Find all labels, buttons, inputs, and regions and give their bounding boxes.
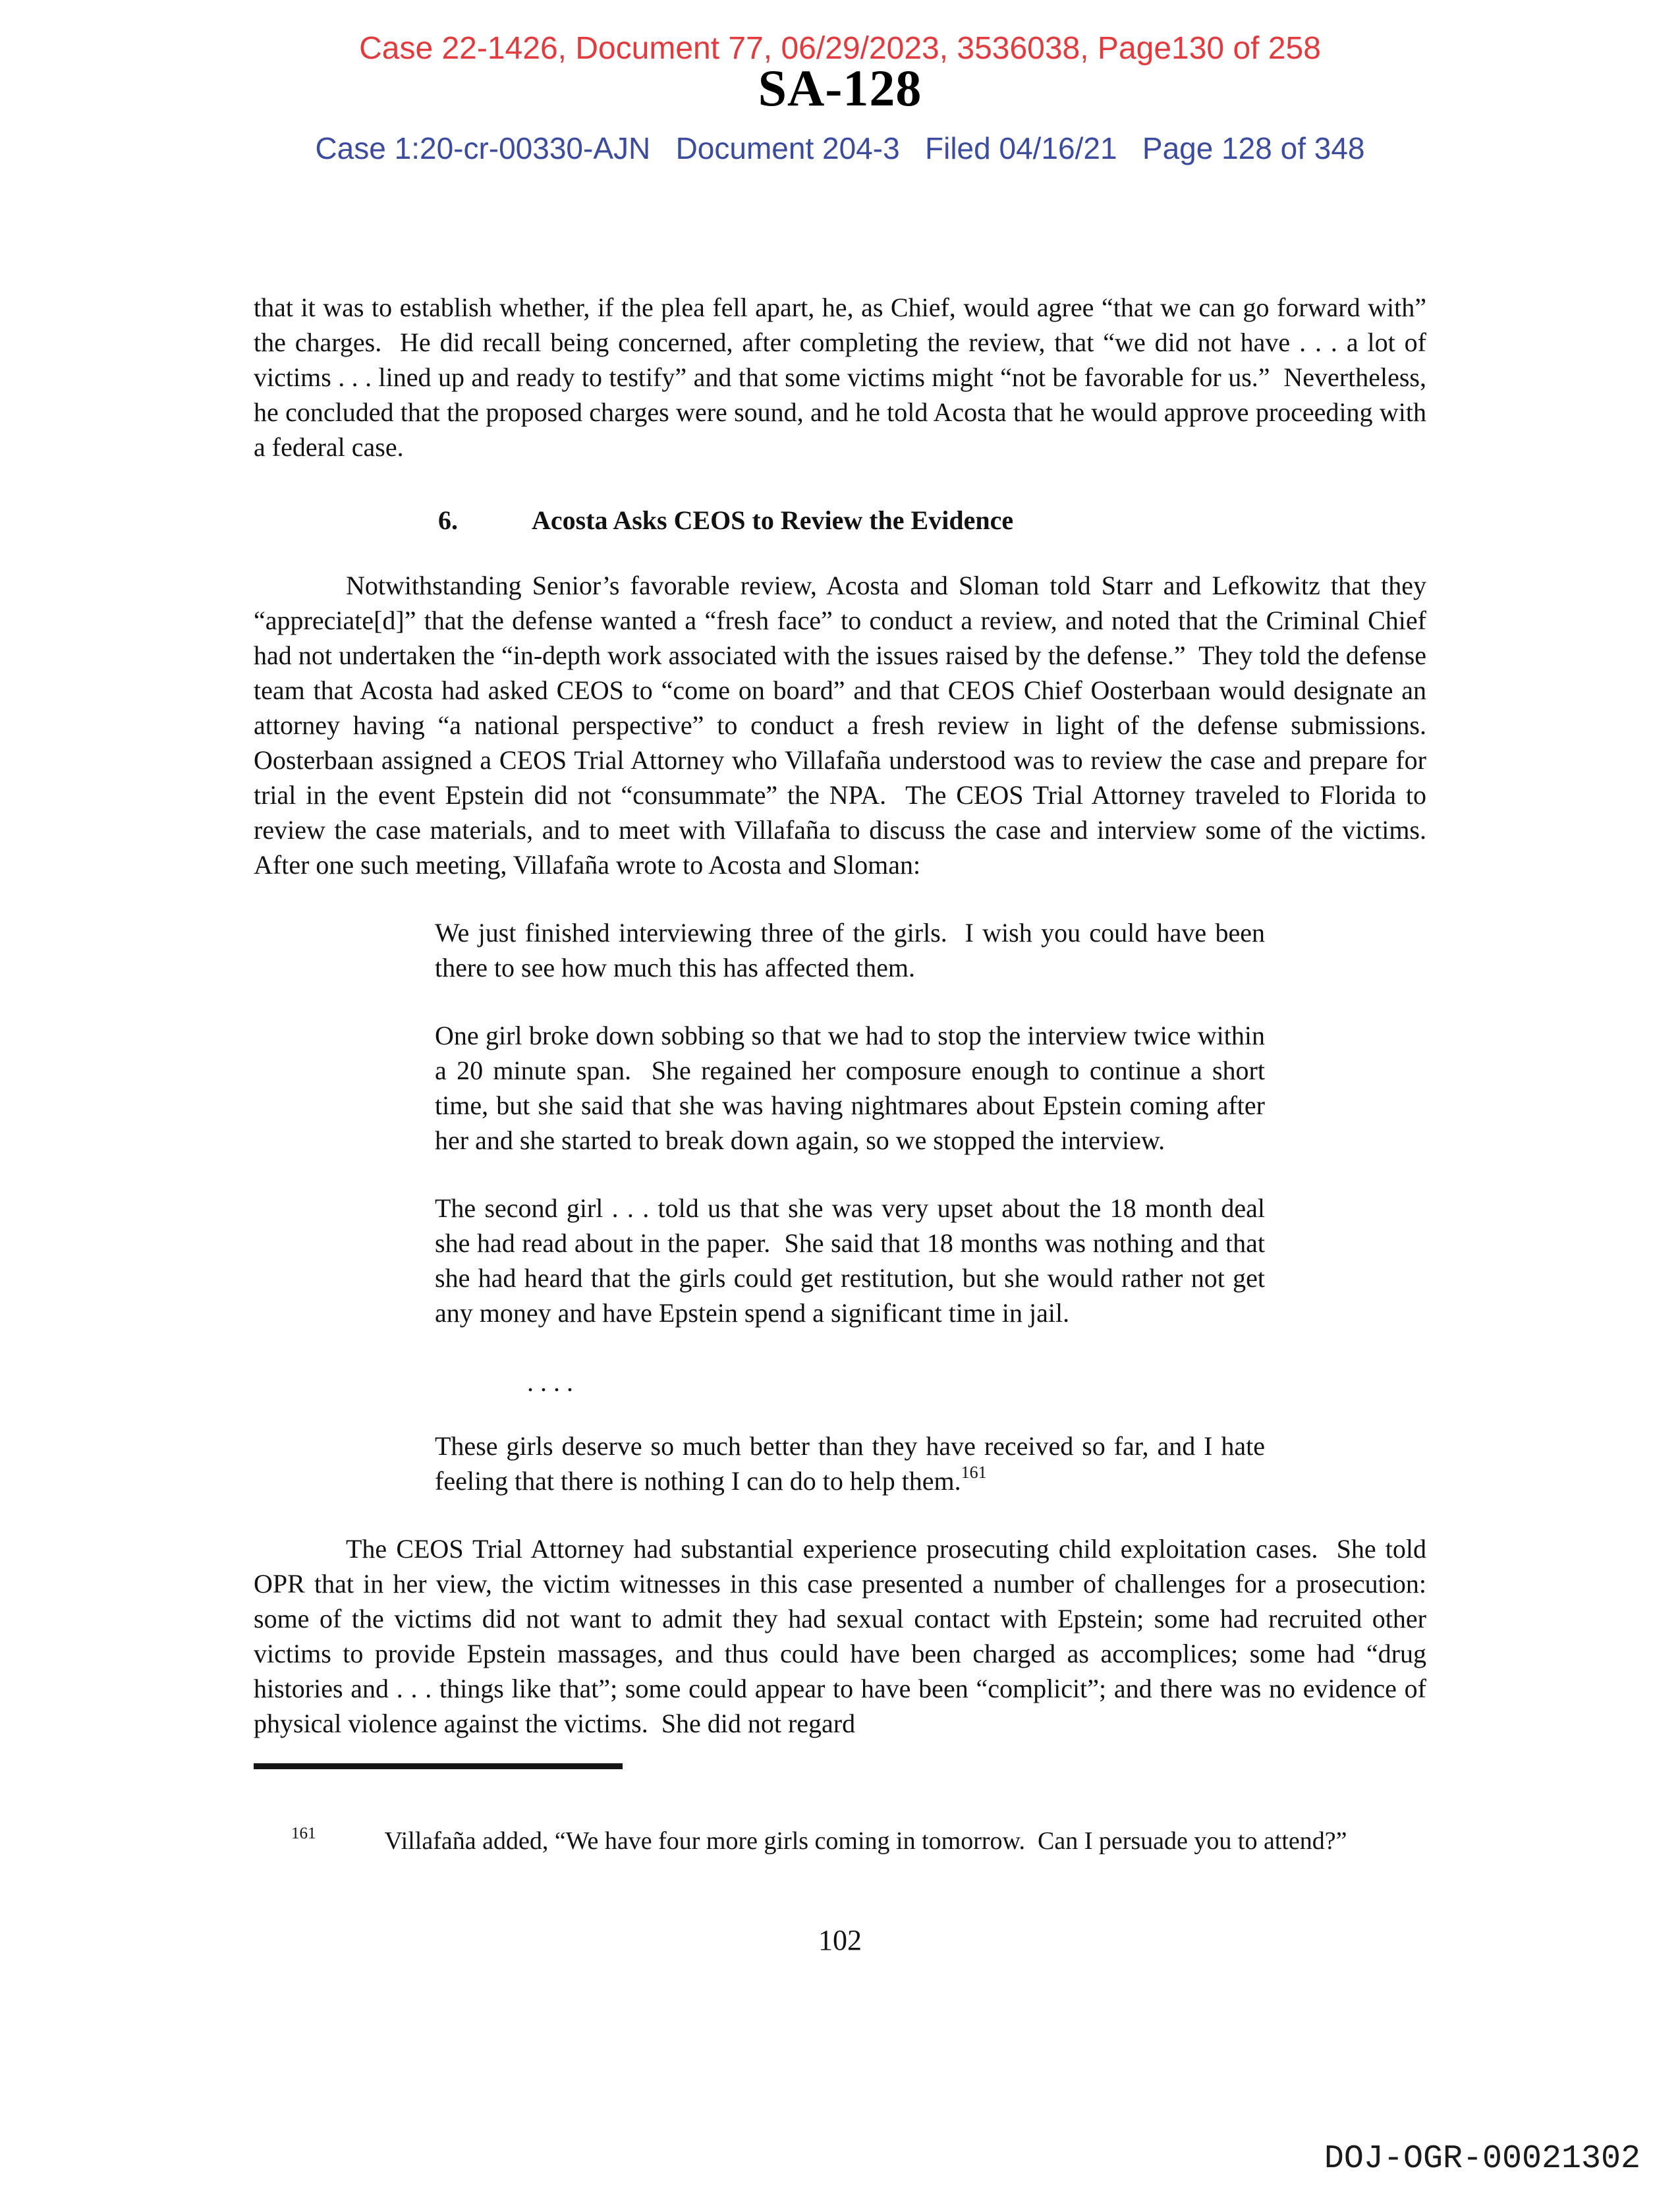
section-heading: [438, 503, 1426, 538]
quote-paragraph-3: The second girl . . . told us that she was very upset about the 18 month deal she had read about in the paper. She said that 18 months was nothing and that she had heard that the girls could get restitution, but she would rather not get any money and have Epstein spend a significant time in jail.: [435, 1193, 1272, 1328]
quote-ellipsis: . . . .: [527, 1367, 573, 1397]
document-body: [254, 290, 1440, 1958]
footnote-separator-rule: [254, 1763, 623, 1769]
section-title: Acosta Asks CEOS to Review the Evidence: [532, 505, 1014, 535]
section-number: 6.: [438, 505, 458, 535]
appellate-case-stamp: Case 22-1426, Document 77, 06/29/2023, 3536038, Page130 of 258: [359, 31, 1321, 66]
quote-paragraph-2: One girl broke down sobbing so that we had to stop the interview twice within a 20 minute span. She regained her composure enough to continue a short time, but she said that she was having nightmares about Epstein coming after her and she started to break down again, so we stopped the interview.: [435, 1020, 1272, 1155]
footnote-text: Villafaña added, “We have four more girls coming in tomorrow. Can I persuade you to attend?”: [384, 1827, 1347, 1855]
exhibit-number: SA-128: [758, 59, 922, 117]
footnote: [254, 1786, 1426, 1888]
page-number: 102: [818, 1923, 862, 1956]
quote-paragraph-4-text: These girls deserve so much better than they have received so far, and I hate feeling that there is nothing I can do to help them.: [435, 1431, 1272, 1496]
quote-paragraph-4: [435, 1429, 1272, 1498]
body-paragraph-1: that it was to establish whether, if the plea fell apart, he, as Chief, would agree “that we can go forward with” the charges. He did recall being concerned, after completing the review, that “we did not have . . . a lot of victims . . . lined up and ready to testify” and that some victims might “not be favorable for us.” Nevertheless, he concluded that the proposed charges were sound, and he told Acosta that he would approve proceeding with a federal case.: [254, 292, 1433, 462]
block-quote: [435, 915, 1272, 1498]
body-paragraph-3: The CEOS Trial Attorney had substantial experience prosecuting child exploitation cases. She told OPR that in her view, the victim witnesses in this case presented a number of challenges for a prosecution: some of the victims did not want to admit they had sexual contact with Epstein; some had recruited other victims to provide Epstein massages, and thus could have been charged as accomplices; some had “drug histories and . . . things like that”; some could appear to have been “complicit”; and there was no evidence of physical violence against the victims. She did not regard: [254, 1533, 1440, 1738]
district-case-stamp: Case 1:20-cr-00330-AJN Document 204-3 Filed 04/16/21 Page 128 of 348: [315, 130, 1365, 165]
quote-paragraph-1: We just finished interviewing three of the girls. I wish you could have been there to see how much this has affected them.: [435, 917, 1272, 982]
body-paragraph-2: Notwithstanding Senior’s favorable review, Acosta and Sloman told Starr and Lefkowitz that they “appreciate[d]” that the defense wanted a “fresh face” to conduct a review, and noted that the Criminal Chief had not undertaken the “in-depth work associated with the issues raised by the defense.” They told the defense team that Acosta had asked CEOS to “come on board” and that CEOS Chief Oosterbaan would designate an attorney having “a national perspective” to conduct a fresh review in light of the defense submissions. Oosterbaan assigned a CEOS Trial Attorney who Villafaña understood was to review the case and prepare for trial in the event Epstein did not “consummate” the NPA. The CEOS Trial Attorney traveled to Florida to review the case materials, and to meet with Villafaña to discuss the case and interview some of the victims. After one such meeting, Villafaña wrote to Acosta and Sloman:: [254, 570, 1440, 880]
bates-number: DOJ-OGR-00021302: [1324, 2140, 1640, 2178]
footnote-number: 161: [291, 1824, 316, 1842]
footnote-reference: 161: [961, 1462, 987, 1482]
